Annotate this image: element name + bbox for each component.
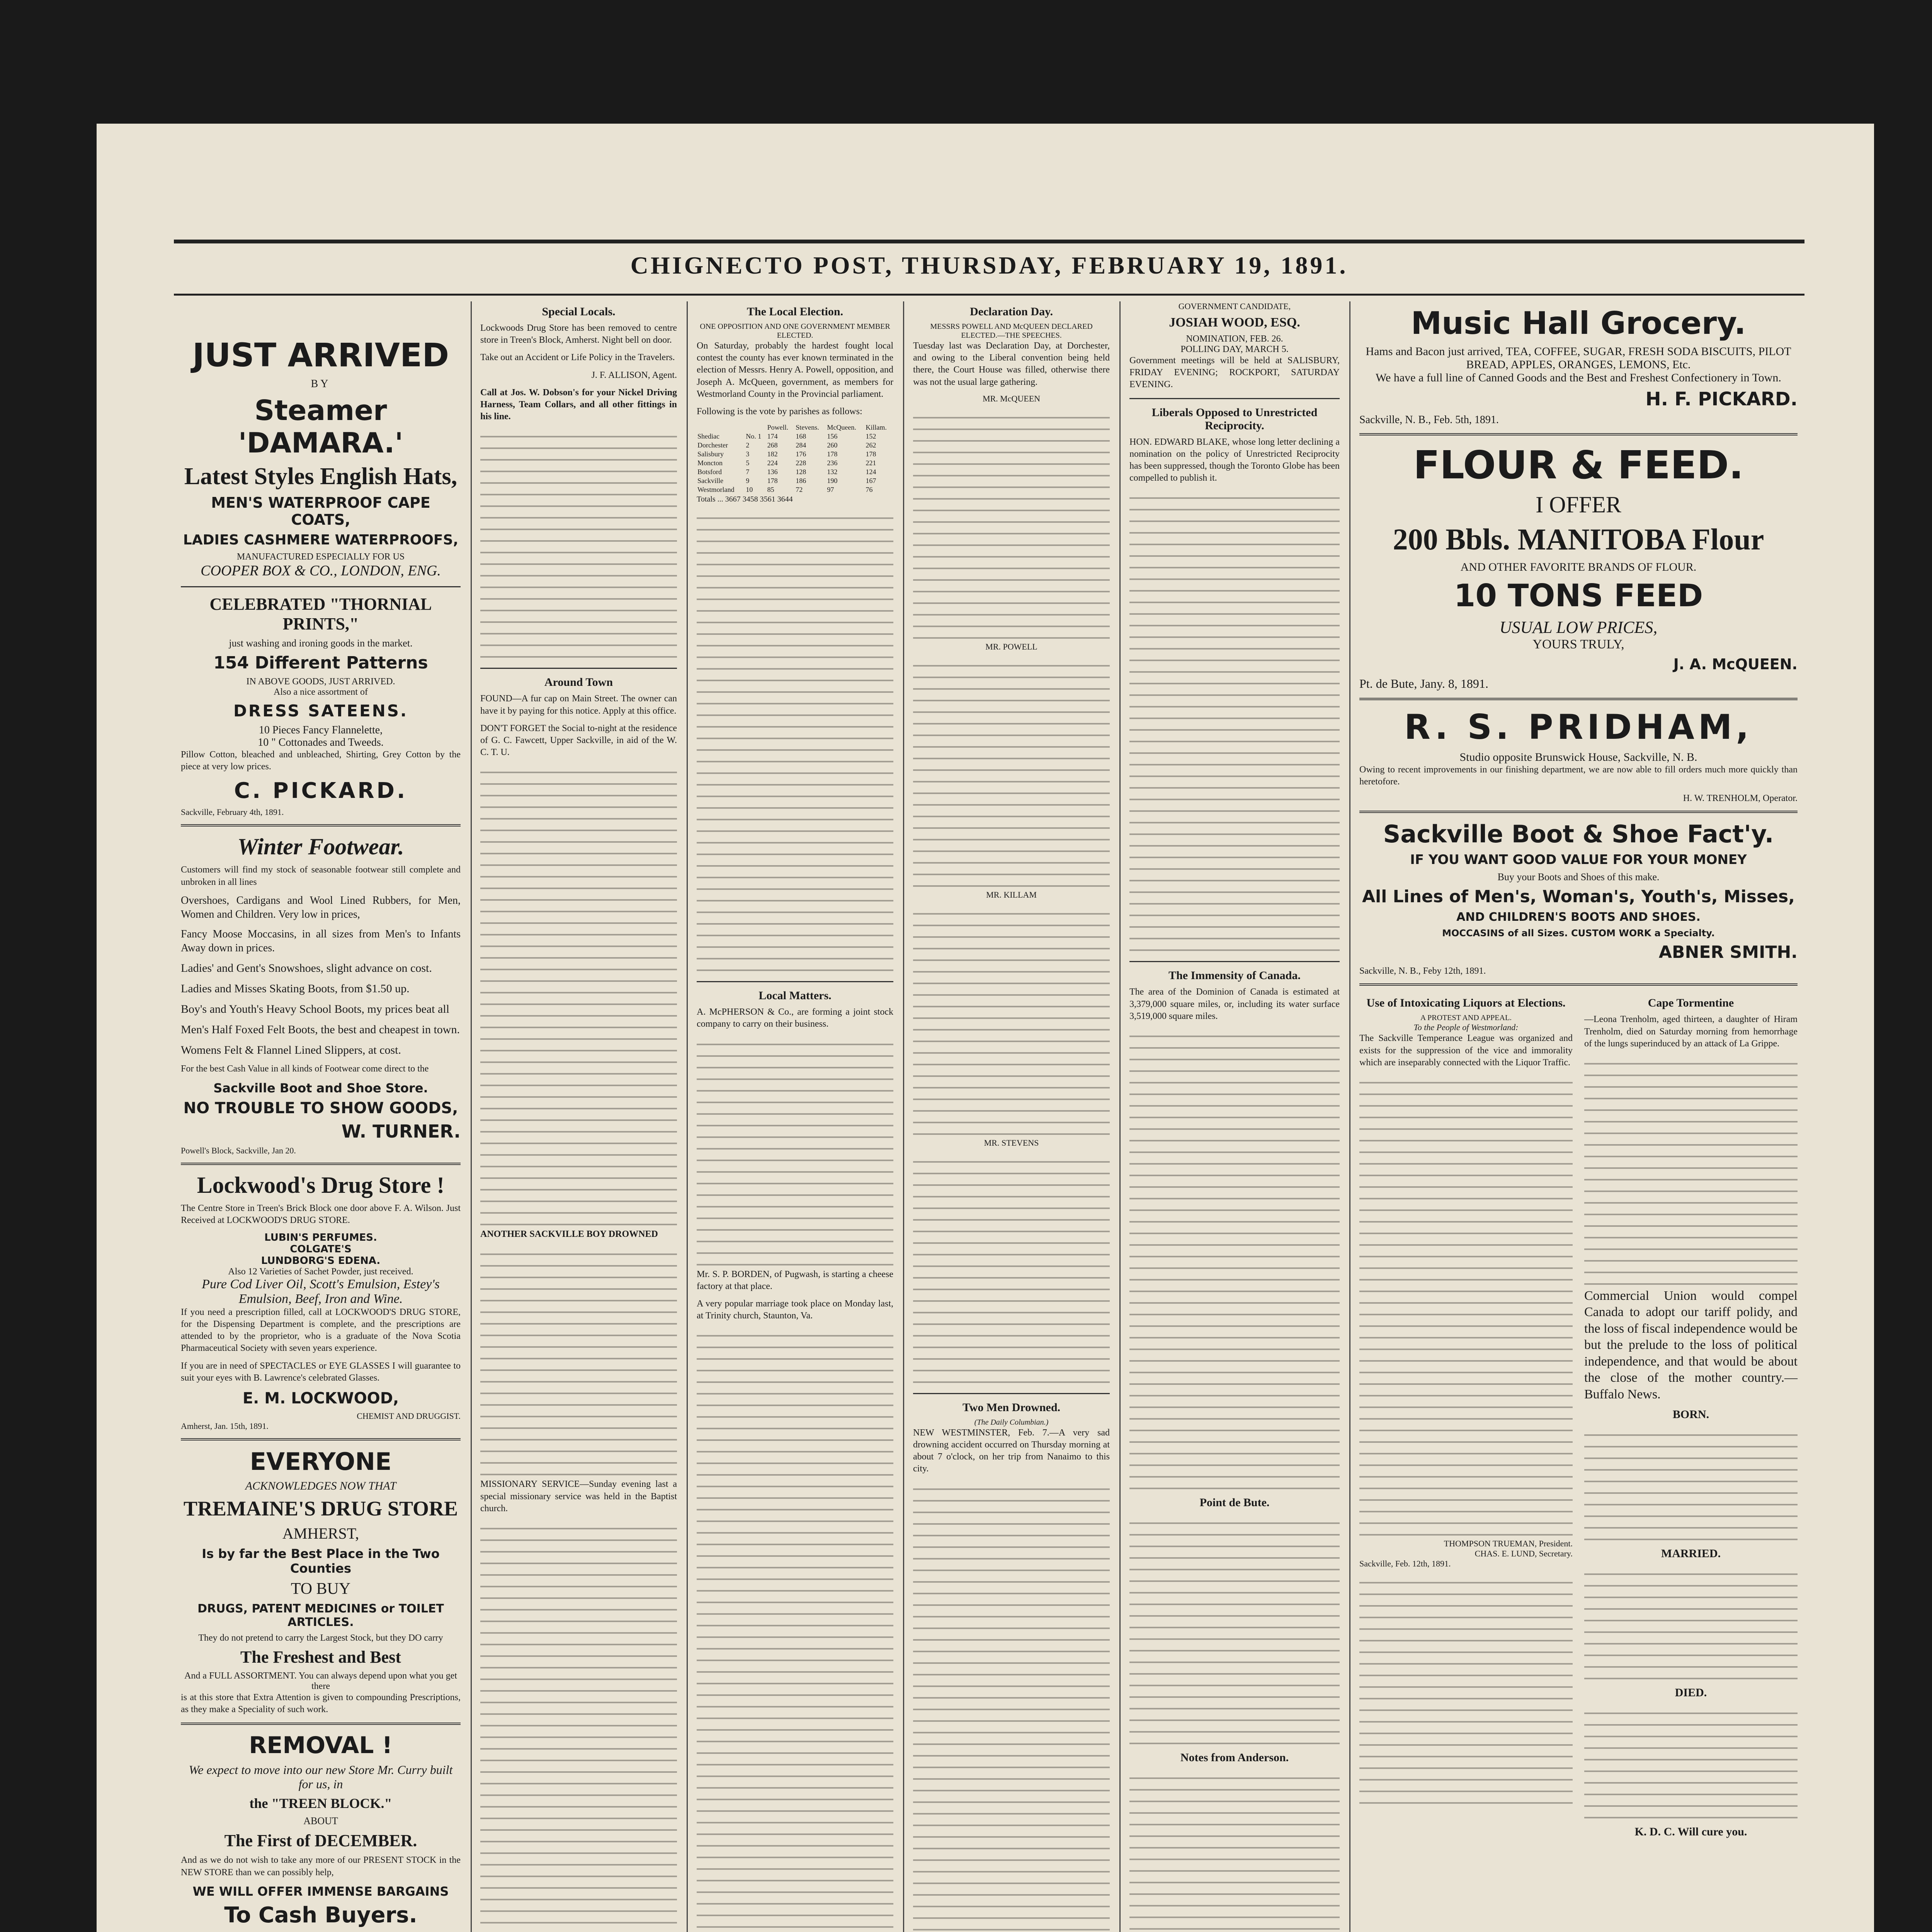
section-heading: Local Matters. bbox=[759, 989, 832, 1002]
ad-date: Sackville, February 4th, 1891. bbox=[181, 807, 284, 817]
text-block bbox=[1584, 1706, 1798, 1821]
ad-line: IF YOU WANT GOOD VALUE FOR YOUR MONEY bbox=[1410, 852, 1747, 868]
subheading: A PROTEST AND APPEAL. bbox=[1420, 1014, 1512, 1022]
ad-line: is at this store that Extra Attention is given to compounding Prescriptions, as they make a Speciality of such work. bbox=[181, 1692, 461, 1715]
table-row: Shediac No. 1 174 168 156 152 bbox=[697, 432, 876, 440]
column-divider bbox=[903, 301, 904, 1932]
table-row: Sackville 9 178 186 190 167 bbox=[697, 477, 876, 485]
article-text: A very popular marriage took place on Monday last, at Trinity church, Staunton, Va. bbox=[697, 1298, 893, 1321]
text-block bbox=[1359, 1075, 1573, 1539]
article-text: NOMINATION, FEB. 26. bbox=[1186, 334, 1283, 344]
ad-date: Sackville, N. B., Feby 12th, 1891. bbox=[1359, 966, 1486, 976]
ad-date: Sackville, N. B., Feb. 5th, 1891. bbox=[1359, 414, 1499, 426]
ad-signature: E. M. LOCKWOOD, bbox=[242, 1389, 399, 1407]
article-text: FOUND—A fur cap on Main Street. The owner can have it by paying for this notice. Apply at this office. bbox=[480, 694, 677, 716]
ad-line: just washing and ironing goods in the market. bbox=[229, 638, 413, 649]
section-heading: Two Men Drowned. bbox=[962, 1401, 1061, 1414]
ad-line: The First of DECEMBER. bbox=[224, 1831, 417, 1850]
ad-line: DRUGS, PATENT MEDICINES or TOILET ARTICLES. bbox=[197, 1602, 444, 1629]
ad-date: Amherst, Jan. 15th, 1891. bbox=[181, 1421, 269, 1431]
column-2-locals bbox=[473, 301, 684, 1932]
article-text: HON. EDWARD BLAKE, whose long letter declining a nomination on the policy of Unrestricted Reciprocity has been suppressed, though the Toronto Globe has been compelled to publish it. bbox=[1129, 437, 1340, 483]
ad-line: ABOUT bbox=[303, 1815, 338, 1827]
column-divider bbox=[1119, 301, 1121, 1932]
ad-title: FLOUR & FEED. bbox=[1413, 442, 1744, 488]
column-5-politics bbox=[1122, 301, 1347, 1932]
ad-title: REMOVAL ! bbox=[249, 1732, 393, 1759]
article-text: —Leona Trenholm, aged thirteen, a daughter of Hiram Trenholm, died on Saturday morning from hemorrhage of the lungs superinduced by an attack of La Grippe. bbox=[1584, 1014, 1798, 1049]
ad-line: 154 Different Patterns bbox=[213, 653, 428, 673]
ad-line: the "TREEN BLOCK." bbox=[249, 1796, 392, 1811]
text-block bbox=[1129, 490, 1340, 954]
ad-line: Is by far the Best Place in the Two Counties bbox=[202, 1546, 440, 1576]
table-totals: Totals ... 3667 3458 3561 3644 bbox=[697, 495, 793, 504]
article-text: Call at Jos. W. Dobson's for your Nickel Driving Harness, Team Collars, and all other fittings in his line. bbox=[480, 387, 677, 422]
ad-line: LADIES CASHMERE WATERPROOFS, bbox=[183, 532, 459, 548]
ad-line: 10 TONS FEED bbox=[1454, 578, 1703, 614]
column-3-election bbox=[690, 301, 900, 1932]
ad-line: Ladies' and Gent's Snowshoes, slight advance on cost. bbox=[181, 962, 432, 975]
ad-date: Pt. de Bute, Jany. 8, 1891. bbox=[1359, 677, 1488, 690]
article-text: Sackville, Feb. 12th, 1891. bbox=[1359, 1558, 1451, 1568]
article-text: POLLING DAY, MARCH 5. bbox=[1180, 344, 1289, 354]
text-block bbox=[1584, 1056, 1798, 1288]
ad-line: AND OTHER FAVORITE BRANDS OF FLOUR. bbox=[1460, 561, 1697, 573]
ad-line: WE WILL OFFER IMMENSE BARGAINS bbox=[192, 1884, 449, 1899]
section-heading: The Local Election. bbox=[747, 305, 844, 318]
article-text: A. McPHERSON & Co., are forming a joint stock company to carry on their business. bbox=[697, 1007, 893, 1029]
ad-signature: W. TURNER. bbox=[341, 1121, 461, 1142]
ad-line: All Lines of Men's, Woman's, Youth's, Misses, bbox=[1362, 887, 1795, 907]
section-heading: Declaration Day. bbox=[970, 305, 1053, 318]
ad-line: Studio opposite Brunswick House, Sackville, N. B. bbox=[1459, 751, 1697, 764]
ad-line: They do not pretend to carry the Largest Stock, but they DO carry bbox=[198, 1633, 443, 1643]
text-block bbox=[1584, 1566, 1798, 1682]
article-text: MISSIONARY SERVICE—Sunday evening last a special missionary service was held in the Baptist church. bbox=[480, 1479, 677, 1514]
text-block bbox=[1129, 1770, 1340, 1932]
ad-line: COOPER BOX & CO., LONDON, ENG. bbox=[201, 563, 441, 579]
subheading: ONE OPPOSITION AND ONE GOVERNMENT MEMBER ELECTED. bbox=[700, 322, 890, 340]
section-heading: Use of Intoxicating Liquors at Elections. bbox=[1366, 997, 1566, 1010]
article-text: NEW WESTMINSTER, Feb. 7.—A very sad drowning accident occurred on Thursday morning at about 7 o'clock, on her trip from Nanaimo to this city. bbox=[913, 1427, 1110, 1474]
ad-line: Buy your Boots and Shoes of this make. bbox=[1497, 871, 1660, 883]
ad-line: 10 Pieces Fancy Flannelette, bbox=[259, 724, 383, 736]
text-block bbox=[480, 765, 677, 1228]
article-text: The Sackville Temperance League was organized and exists for the suppression of the vice and immorality which are inseparably connected with the Liquor Traffic. bbox=[1359, 1033, 1573, 1068]
ad-line: YOURS TRULY, bbox=[1532, 637, 1624, 651]
subheading: (The Daily Columbian.) bbox=[974, 1418, 1049, 1427]
column-1-ads bbox=[174, 301, 468, 1932]
section-heading: Cape Tormentine bbox=[1648, 997, 1734, 1010]
speaker-heading: MR. KILLAM bbox=[986, 889, 1037, 900]
newspaper-page bbox=[97, 124, 1874, 1932]
masthead-rule bbox=[174, 294, 1804, 296]
ad-line: NO TROUBLE TO SHOW GOODS, bbox=[183, 1099, 458, 1117]
text-block bbox=[1584, 1427, 1798, 1543]
article-text: Mr. S. P. BORDEN, of Pugwash, is starting a cheese factory at that place. bbox=[697, 1269, 893, 1291]
table-header: Powell. Stevens. McQueen. Killam. bbox=[767, 423, 887, 432]
text-block bbox=[913, 906, 1110, 1138]
ad-line: Customers will find my stock of seasonable footwear still complete and unbroken in all lines bbox=[181, 865, 461, 887]
article-text: The area of the Dominion of Canada is estimated at 3,379,000 square miles, or, including its water surface 3,519,000 square miles. bbox=[1129, 987, 1340, 1021]
ad-line: LUBIN'S PERFUMES. bbox=[264, 1231, 377, 1243]
ad-line: AMHERST, bbox=[282, 1525, 359, 1542]
ad-title: Winter Footwear. bbox=[237, 834, 404, 860]
article-text: Tuesday last was Declaration Day, at Dorchester, and owing to the Liberal convention being held there, the Court House was filled, otherwise there was not the usual large gathering. bbox=[913, 341, 1110, 387]
section-heading: Liberals Opposed to Unrestricted Reciprocity. bbox=[1151, 406, 1318, 432]
article-text: Lockwoods Drug Store has been removed to centre store in Treen's Block, Amherst. Night bell on door. bbox=[480, 323, 677, 345]
ad-line: BY bbox=[311, 378, 331, 390]
table-row: Moncton 5 224 228 236 221 bbox=[697, 459, 876, 467]
ad-line: Womens Felt & Flannel Lined Slippers, at cost. bbox=[181, 1044, 401, 1057]
ad-line: I OFFER bbox=[1536, 492, 1621, 517]
local-news bbox=[1584, 993, 1798, 1842]
article-text: Government meetings will be held at SALISBURY, FRIDAY EVENING; ROCKPORT, SATURDAY EVENING. bbox=[1129, 355, 1340, 390]
ad-line: The Freshest and Best bbox=[240, 1648, 401, 1667]
ad-line: AND CHILDREN'S BOOTS AND SHOES. bbox=[1456, 910, 1701, 924]
table-row: Westmorland 10 85 72 97 76 bbox=[697, 486, 873, 494]
article-text: Take out an Accident or Life Policy in the Travelers. bbox=[480, 352, 675, 363]
ad-line: Also 12 Varieties of Sachet Powder, just received. bbox=[228, 1266, 413, 1277]
ad-line: LUNDBORG'S EDENA. bbox=[261, 1255, 381, 1267]
ad-line: Overshoes, Cardigans and Wool Lined Rubbers, for Men, Women and Children. Very low in prices, bbox=[181, 894, 461, 921]
speaker-heading: MR. POWELL bbox=[985, 641, 1037, 651]
ad-title: JUST ARRIVED bbox=[192, 336, 449, 374]
section-heading: Point de Bute. bbox=[1199, 1496, 1270, 1509]
ad-line: CELEBRATED "THORNIAL PRINTS," bbox=[209, 595, 432, 633]
text-block bbox=[913, 1481, 1110, 1932]
column-divider bbox=[471, 301, 472, 1932]
ad-line: DRESS SATEENS. bbox=[233, 701, 408, 720]
article-text: THOMPSON TRUEMAN, President. bbox=[1444, 1538, 1573, 1548]
text-block bbox=[1129, 1029, 1340, 1492]
text-block bbox=[697, 1037, 893, 1269]
ad-line: And a FULL ASSORTMENT. You can always depend upon what you get there bbox=[184, 1671, 457, 1691]
ad-signature: C. PICKARD. bbox=[234, 778, 408, 804]
article-text: DON'T FORGET the Social to-night at the residence of G. C. Fawcett, Upper Sackville, in aid of the W. C. T. U. bbox=[480, 723, 677, 758]
ad-title: EVERYONE bbox=[250, 1447, 392, 1476]
section-heading: MARRIED. bbox=[1661, 1547, 1721, 1560]
section-heading: BORN. bbox=[1672, 1408, 1709, 1421]
ad-line: Owing to recent improvements in our finishing department, we are now able to fill orders much more quickly than heretofore. bbox=[1359, 765, 1798, 787]
ad-line: COLGATE'S bbox=[290, 1243, 352, 1255]
ad-line: CHEMIST AND DRUGGIST. bbox=[357, 1411, 461, 1421]
section-heading: Around Town bbox=[544, 676, 613, 689]
section-heading: DIED. bbox=[1675, 1686, 1707, 1699]
ad-title: Lockwood's Drug Store ! bbox=[197, 1172, 445, 1198]
text-block bbox=[697, 1328, 893, 1932]
text-block bbox=[480, 1247, 677, 1478]
lower-split bbox=[1359, 993, 1798, 1842]
text-block bbox=[913, 658, 1110, 890]
text-block bbox=[913, 410, 1110, 642]
ad-line: If you are in need of SPECTACLES or EYE GLASSES I will guarantee to suit your eyes with B. Lawrence's celebrated Glasses. bbox=[181, 1361, 461, 1383]
ad-line: IN ABOVE GOODS, JUST ARRIVED. bbox=[246, 677, 395, 687]
ad-line: MEN'S WATERPROOF CAPE COATS, bbox=[211, 494, 430, 528]
ad-line: We expect to move into our new Store Mr. Curry built for us, in bbox=[189, 1763, 453, 1791]
ad-line: 10 " Cottonades and Tweeds. bbox=[258, 736, 384, 748]
subheading: To the People of Westmorland: bbox=[1413, 1022, 1519, 1032]
ad-title: Sackville Boot & Shoe Fact'y. bbox=[1383, 820, 1774, 849]
text-block bbox=[697, 510, 893, 974]
ad-line: TO BUY bbox=[291, 1580, 351, 1598]
section-heading: Special Locals. bbox=[542, 305, 616, 318]
ad-signature: J. A. McQUEEN. bbox=[1673, 656, 1798, 673]
ad-line: TREMAINE'S DRUG STORE bbox=[183, 1497, 458, 1520]
ad-signature: ABNER SMITH. bbox=[1658, 942, 1798, 963]
table-row: Botsford 7 136 128 132 124 bbox=[697, 468, 876, 476]
article-text: J. F. ALLISON, Agent. bbox=[591, 370, 677, 380]
ad-line: For the best Cash Value in all kinds of Footwear come direct to the bbox=[181, 1064, 429, 1074]
ad-line: Pure Cod Liver Oil, Scott's Emulsion, Estey's Emulsion, Beef, Iron and Wine. bbox=[202, 1277, 440, 1306]
ad-line: MOCCASINS of all Sizes. CUSTOM WORK a Specialty. bbox=[1442, 928, 1715, 939]
table-row: Salisbury 3 182 176 178 178 bbox=[697, 450, 876, 458]
ad-title: R. S. PRIDHAM, bbox=[1404, 707, 1753, 747]
ad-line: Steamer 'DAMARA.' bbox=[238, 394, 403, 459]
article-text: Commercial Union would compel Canada to adopt our tariff polidy, and the loss of fiscal independence would be but the prelude to the loss of political independence, and that would be about the close of the mother country.—Buffalo News. bbox=[1584, 1288, 1798, 1401]
subheading: GOVERNMENT CANDIDATE, bbox=[1178, 301, 1291, 311]
ad-line: To Cash Buyers. bbox=[224, 1902, 417, 1928]
ad-line: USUAL LOW PRICES, bbox=[1499, 618, 1658, 637]
ad-line: The Centre Store in Treen's Brick Block one door above F. A. Wilson. Just Received at LOCKWOOD'S DRUG STORE. bbox=[181, 1203, 461, 1225]
column-4-declaration bbox=[906, 301, 1117, 1932]
ad-line: Boy's and Youth's Heavy School Boots, my prices beat all bbox=[181, 1003, 449, 1016]
ad-line: 200 Bbls. MANITOBA Flour bbox=[1393, 522, 1764, 556]
subheading: MESSRS POWELL AND McQUEEN DECLARED ELECTED.—THE SPEECHES. bbox=[930, 322, 1093, 340]
ad-line: And as we do not wish to take any more of our PRESENT STOCK in the NEW STORE than we can possibly help, bbox=[181, 1855, 461, 1878]
ad-line: Sackville Boot and Shoe Store. bbox=[213, 1080, 428, 1095]
text-block bbox=[913, 1154, 1110, 1386]
top-rule bbox=[174, 240, 1804, 243]
ad-line: Latest Styles English Hats, bbox=[184, 463, 457, 490]
ad-line: If you need a prescription filled, call at LOCKWOOD'S DRUG STORE, for the Dispensing Department is complete, and the prescriptions are attended to by the proprietor, who is a graduate of the Nova Scotia Pharmaceutical Society with seven years experience. bbox=[181, 1307, 461, 1354]
ad-line: ACKNOWLEDGES NOW THAT bbox=[245, 1480, 396, 1492]
masthead: CHIGNECTO POST, THURSDAY, FEBRUARY 19, 1891. bbox=[630, 252, 1348, 279]
article-text: CHAS. E. LUND, Secretary. bbox=[1475, 1548, 1573, 1558]
ad-signature: H. F. PICKARD. bbox=[1645, 388, 1798, 410]
section-heading: The Immensity of Canada. bbox=[1168, 969, 1301, 982]
ad-line: Ladies and Misses Skating Boots, from $1.50 up. bbox=[181, 982, 410, 995]
ad-title: Music Hall Grocery. bbox=[1411, 305, 1746, 341]
ad-line: Also a nice assortment of bbox=[274, 687, 368, 697]
text-block bbox=[1129, 1515, 1340, 1747]
column-divider bbox=[1349, 301, 1350, 1932]
column-6-ads-news bbox=[1352, 301, 1804, 1932]
ad-line: Men's Half Foxed Felt Boots, the best and cheapest in town. bbox=[181, 1023, 460, 1036]
vote-table bbox=[697, 423, 893, 494]
liquor-article bbox=[1359, 993, 1573, 1842]
ad-line: Fancy Moose Moccasins, in all sizes from Men's to Infants Away down in prices. bbox=[181, 928, 461, 954]
speaker-heading: MR. McQUEEN bbox=[982, 393, 1041, 403]
article-text: Following is the vote by parishes as follows: bbox=[697, 406, 862, 417]
footer-ad: K. D. C. Will cure you. bbox=[1634, 1825, 1747, 1838]
section-heading: Notes from Anderson. bbox=[1180, 1751, 1289, 1764]
ad-signature: H. W. TRENHOLM, Operator. bbox=[1683, 793, 1798, 804]
ad-date: Powell's Block, Sackville, Jan 20. bbox=[181, 1145, 296, 1155]
article-text: On Saturday, probably the hardest fought local contest the county has ever known terminated in the election of Messrs. Henry A. Powell, opposition, and Joseph A. McQueen, government, as members for Westmorland County in the Provincial parliament. bbox=[697, 341, 893, 399]
ad-line: Hams and Bacon just arrived, TEA, COFFEE, SUGAR, FRESH SODA BISCUITS, PILOT BREAD, APPLES, ORANGES, LEMONS, Etc. bbox=[1366, 345, 1791, 371]
text-block bbox=[480, 429, 677, 661]
table-row: Dorchester 2 268 284 260 262 bbox=[697, 441, 876, 449]
ad-line: We have a full line of Canned Goods and the Best and Freshest Confectionery in Town. bbox=[1376, 371, 1781, 384]
text-block bbox=[1359, 1575, 1573, 1807]
ad-line: Pillow Cotton, bleached and unbleached, Shirting, Grey Cotton by the piece at very low prices. bbox=[181, 750, 461, 772]
section-heading: JOSIAH WOOD, ESQ. bbox=[1169, 315, 1300, 330]
speaker-heading: MR. STEVENS bbox=[984, 1138, 1039, 1148]
ad-line: MANUFACTURED ESPECIALLY FOR US bbox=[236, 552, 405, 562]
article-text: ANOTHER SACKVILLE BOY DROWNED bbox=[480, 1229, 658, 1240]
column-divider bbox=[687, 301, 688, 1932]
text-block bbox=[480, 1521, 677, 1932]
